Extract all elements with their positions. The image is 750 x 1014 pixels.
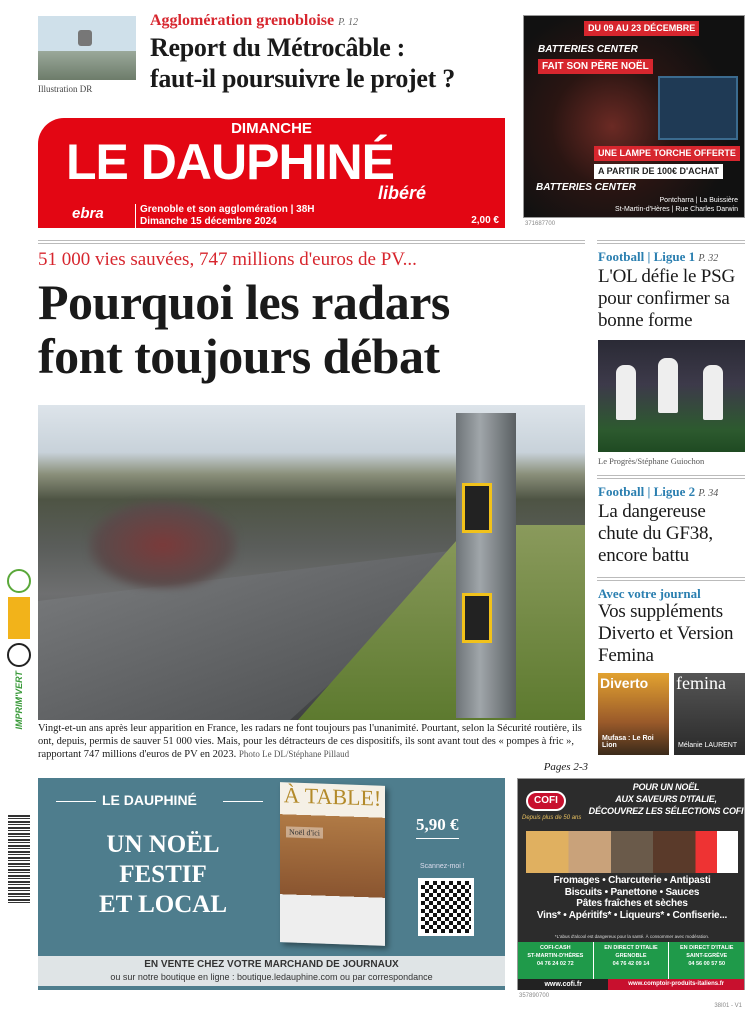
femina-cover[interactable]: femina Mélanie LAURENT — [674, 673, 745, 755]
food-photos — [526, 831, 738, 873]
sidebar-story-gf38[interactable]: Football | Ligue 2 P. 34 La dangereuse chute du GF38, encore battu — [598, 484, 719, 566]
sidebar-story-ol-psg[interactable]: Football | Ligue 1 P. 32 L'OL défie le PSG pour confirmer sa bonne forme — [598, 249, 736, 331]
divider — [38, 240, 585, 244]
masthead: DIMANCHE LE DAUPHINÉ libéré ebra Grenoble et son agglomération | 38H Dimanche 15 décembre 2024 2,00 € — [38, 118, 505, 228]
batteries-center-ad[interactable]: DU 09 AU 23 DÉCEMBRE BATTERIES CENTER FAIT SON PÈRE NOËL UNE LAMPE TORCHE OFFERTE A PARTIR DE 100€ D'ACHAT BATTERIES CENTER Pontcharra | La Buissière St-Martin-d'Hères | Rue Charles Darwin — [523, 15, 745, 218]
recycle-icon — [7, 569, 31, 593]
a-table-ad[interactable]: LE DAUPHINÉ UN NOËL FESTIF ET LOCAL À TABLE! Noël d'ici 5,90 € Scannez-moi ! EN VENTE CHEZ VOTRE MARCHAND DE JOURNAUX ou sur notre boutique en ligne : boutique.ledauphine.com ou par correspondance — [38, 778, 505, 990]
photo-caption: Vingt-et-un ans après leur apparition en France, les radars ne font toujours pas l'unanimité. Pourtant, selon la Sécurité routière, ils ont, depuis, permis de sauver 51 000 vies. Mais, pour les détracteurs de ces dispositifs, ils sont avant tout des « pompes à fric », rapportant 747 millions d'euros de PV en 2023. Photo Le DL/Stéphane Pillaud Pages 2-3 — [38, 723, 588, 773]
cofi-ad[interactable]: COFI Depuis plus de 50 ans POUR UN NOËL AUX SAVEURS D'ITALIE, DÉCOUVREZ LES SÉLECTIONS COFI Fromages • Charcuterie • Antipasti Biscuits • Panettone • Sauces Pâtes fraîches et sèches Vins* • Apéritifs* • Liqueurs* • Confiserie... *L'abus d'alcool est dangereux pour la santé. À consommer avec modération. COFI-CASH ST-MARTIN-D'HÈRES 04 76 24 02 72 EN DIRECT D'ITALIE GRENOBLE 04 76 42 09 14 EN DIRECT D'ITALIE SAINT-EGRÈVE 04 56 00 57 50 www.cofi.fr www.comptoir-produits-italiens.fr — [517, 778, 745, 990]
cofi-logo: COFI — [526, 791, 566, 811]
diverto-cover[interactable]: Diverto Mufasa : Le Roi Lion — [598, 673, 669, 755]
pages-ref: Pages 2-3 — [543, 761, 588, 773]
margin-logos: IMPRIM'VERT — [4, 565, 34, 733]
page-code: 38I01 - V1 — [714, 1003, 742, 1009]
logo: LE DAUPHINÉ — [66, 134, 394, 190]
triman-icon — [7, 643, 31, 667]
magazine-cover: À TABLE! Noël d'ici — [280, 782, 385, 946]
qr-code[interactable] — [418, 878, 474, 936]
barcode — [8, 815, 30, 905]
main-kicker: 51 000 vies sauvées, 747 millions d'euros de PV... — [38, 249, 417, 270]
main-headline[interactable]: Pourquoi les radars font toujours débat — [38, 274, 450, 384]
football-photo — [598, 340, 745, 452]
press-label-icon — [8, 597, 30, 639]
teaser-kicker: Agglomération grenobloise P. 12 — [150, 12, 358, 29]
speed-camera — [456, 413, 516, 718]
teaser-credit: Illustration DR — [38, 84, 93, 94]
radar-photo — [38, 405, 585, 720]
sidebar-supplements[interactable]: Avec votre journal Vos suppléments Diverto et Version Femina — [598, 586, 734, 666]
price: 2,00 € — [471, 215, 499, 226]
torch-box — [658, 76, 738, 140]
teaser-headline[interactable]: Report du Métrocâble : faut-il poursuivre le projet ? — [150, 33, 455, 93]
teaser-photo — [38, 16, 136, 80]
ebra-logo: ebra — [72, 205, 104, 222]
